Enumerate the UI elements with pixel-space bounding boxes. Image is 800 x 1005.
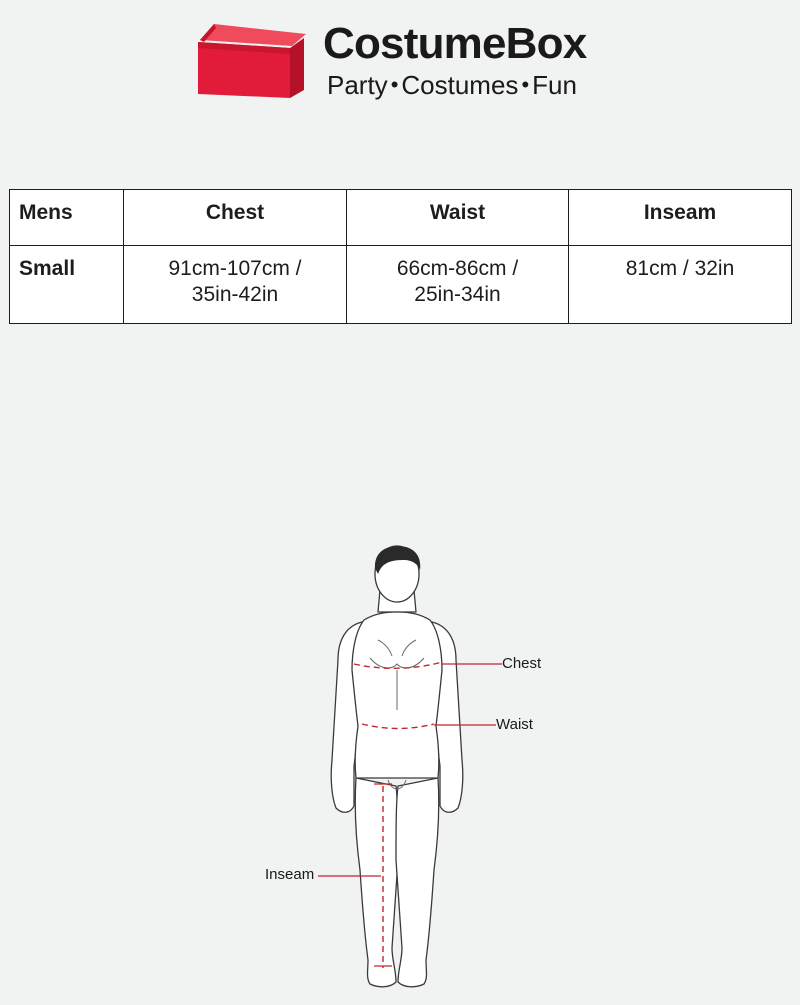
cell-size: Small bbox=[10, 246, 124, 324]
header-mens: Mens bbox=[10, 190, 124, 246]
brand-tagline bbox=[327, 70, 577, 102]
tagline-separator: • bbox=[521, 72, 530, 97]
chest-value-imperial: 35in-42in bbox=[191, 283, 279, 306]
inseam-value: 81cm / 32in bbox=[625, 257, 735, 280]
table-header-row bbox=[10, 190, 792, 246]
waist-value-imperial: 25in-34in bbox=[414, 283, 501, 306]
header-waist: Waist bbox=[347, 190, 569, 246]
table-row bbox=[10, 246, 792, 324]
cell-waist bbox=[347, 246, 569, 324]
brand-name: CostumeBox bbox=[323, 19, 587, 68]
inseam-measure-label: Inseam bbox=[265, 866, 315, 883]
box-logo-icon bbox=[196, 20, 308, 100]
waist-value-metric: 66cm-86cm / bbox=[396, 257, 519, 280]
body-measurement-diagram bbox=[250, 540, 570, 1000]
costumebox-logo[interactable] bbox=[196, 20, 616, 102]
tagline-party: Party bbox=[327, 70, 388, 100]
tagline-fun: Fun bbox=[532, 70, 577, 100]
tagline-separator: • bbox=[390, 72, 399, 97]
human-figure-illustration bbox=[250, 540, 570, 1000]
header-inseam: Inseam bbox=[569, 190, 792, 246]
header-chest: Chest bbox=[124, 190, 347, 246]
cell-inseam bbox=[569, 246, 792, 324]
tagline-costumes: Costumes bbox=[401, 70, 519, 100]
size-chart-table bbox=[9, 189, 792, 324]
chest-measure-label: Chest bbox=[502, 655, 542, 672]
chest-value-metric: 91cm-107cm / bbox=[168, 257, 302, 280]
waist-measure-label: Waist bbox=[496, 716, 533, 733]
cell-chest bbox=[124, 246, 347, 324]
